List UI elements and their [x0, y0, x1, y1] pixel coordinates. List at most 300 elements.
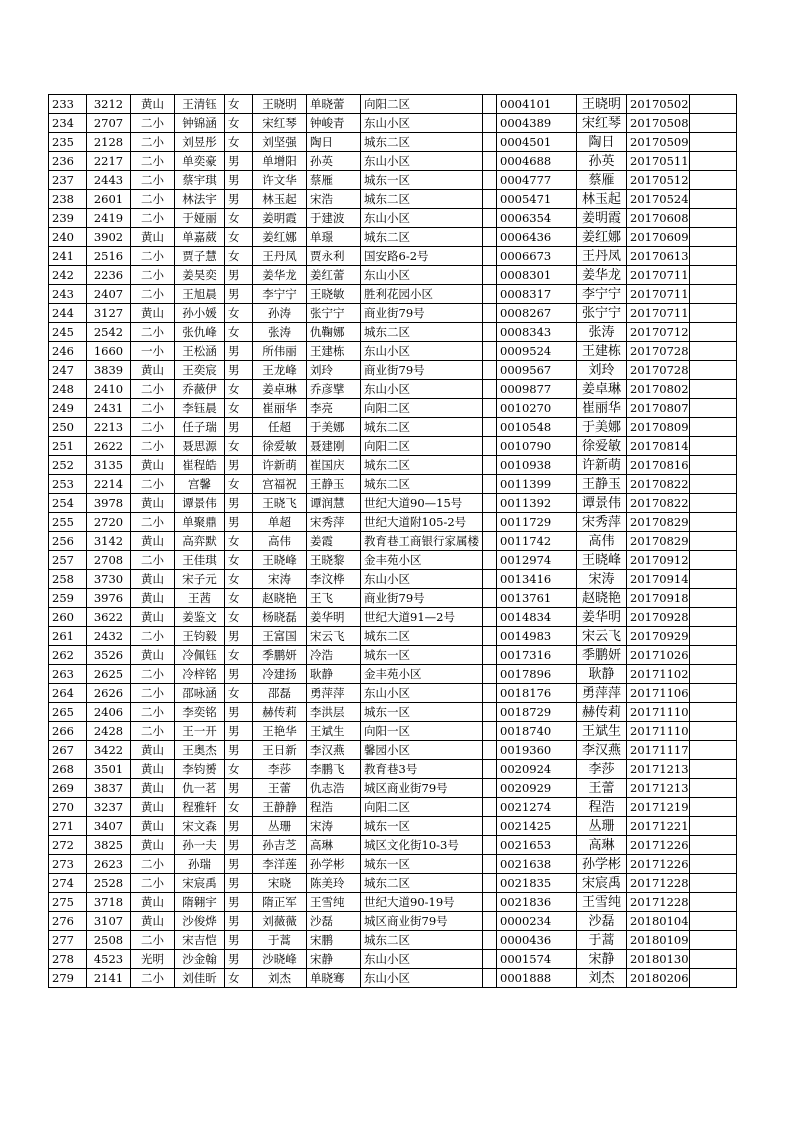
student-name-cell: 于娅丽	[175, 209, 225, 228]
student-name-cell: 孙一夫	[175, 836, 225, 855]
parent-two-cell: 王飞	[307, 589, 361, 608]
row-number-cell: 245	[49, 323, 87, 342]
spacer-cell	[483, 247, 497, 266]
parent-two-cell: 陶日	[307, 133, 361, 152]
parent-one-cell: 宋晓	[253, 874, 307, 893]
issue-date-cell: 20170829	[627, 532, 690, 551]
parent-one-cell: 王丹凤	[253, 247, 307, 266]
student-name-cell: 单嘉葳	[175, 228, 225, 247]
card-number-cell: 0013416	[497, 570, 577, 589]
table-row	[49, 931, 737, 950]
row-number-cell: 248	[49, 380, 87, 399]
table-row	[49, 95, 737, 114]
school-cell: 二小	[131, 513, 175, 532]
card-number-cell: 0020929	[497, 779, 577, 798]
extra-cell	[689, 570, 736, 589]
card-number-cell: 0014834	[497, 608, 577, 627]
school-cell: 二小	[131, 855, 175, 874]
card-number-cell: 0010938	[497, 456, 577, 475]
spacer-cell	[483, 703, 497, 722]
student-id-cell: 3526	[87, 646, 131, 665]
extra-cell	[689, 494, 736, 513]
row-number-cell: 278	[49, 950, 87, 969]
issue-date-cell: 20170613	[627, 247, 690, 266]
extra-cell	[689, 893, 736, 912]
parent-two-cell: 耿静	[307, 665, 361, 684]
address-cell: 东山小区	[361, 266, 483, 285]
parent-one-cell: 高伟	[253, 532, 307, 551]
student-id-cell: 3730	[87, 570, 131, 589]
parent-one-cell: 王静静	[253, 798, 307, 817]
table-row	[49, 323, 737, 342]
card-number-cell: 0005471	[497, 190, 577, 209]
address-cell: 城东二区	[361, 627, 483, 646]
card-number-cell: 0018729	[497, 703, 577, 722]
extra-cell	[689, 589, 736, 608]
table-row	[49, 152, 737, 171]
gender-cell: 男	[225, 171, 253, 190]
issue-date-cell: 20170711	[627, 304, 690, 323]
table-row	[49, 551, 737, 570]
extra-cell	[689, 969, 736, 988]
issue-date-cell: 20170807	[627, 399, 690, 418]
school-cell: 二小	[131, 266, 175, 285]
student-id-cell: 3212	[87, 95, 131, 114]
row-number-cell: 256	[49, 532, 87, 551]
spacer-cell	[483, 437, 497, 456]
row-number-cell: 258	[49, 570, 87, 589]
school-cell: 黄山	[131, 779, 175, 798]
gender-cell: 男	[225, 950, 253, 969]
school-cell: 黄山	[131, 494, 175, 513]
card-holder-cell: 王斌生	[577, 722, 627, 741]
extra-cell	[689, 684, 736, 703]
card-number-cell: 0001574	[497, 950, 577, 969]
address-cell: 商业街79号	[361, 304, 483, 323]
parent-two-cell: 单晓蕾	[307, 95, 361, 114]
student-id-cell: 2432	[87, 627, 131, 646]
school-cell: 黄山	[131, 532, 175, 551]
gender-cell: 女	[225, 969, 253, 988]
student-name-cell: 王一开	[175, 722, 225, 741]
row-number-cell: 269	[49, 779, 87, 798]
school-cell: 二小	[131, 209, 175, 228]
address-cell: 商业街79号	[361, 361, 483, 380]
school-cell: 黄山	[131, 589, 175, 608]
card-holder-cell: 程浩	[577, 798, 627, 817]
student-name-cell: 贾子慧	[175, 247, 225, 266]
extra-cell	[689, 304, 736, 323]
card-number-cell: 0013761	[497, 589, 577, 608]
parent-one-cell: 王晓明	[253, 95, 307, 114]
gender-cell: 女	[225, 760, 253, 779]
parent-two-cell: 勇萍萍	[307, 684, 361, 703]
table-row	[49, 266, 737, 285]
student-name-cell: 程雅轩	[175, 798, 225, 817]
spacer-cell	[483, 779, 497, 798]
address-cell: 城东二区	[361, 323, 483, 342]
parent-two-cell: 宋静	[307, 950, 361, 969]
student-name-cell: 沙金翰	[175, 950, 225, 969]
school-cell: 光明	[131, 950, 175, 969]
parent-two-cell: 王静玉	[307, 475, 361, 494]
gender-cell: 男	[225, 190, 253, 209]
address-cell: 城东二区	[361, 418, 483, 437]
student-id-cell: 2431	[87, 399, 131, 418]
parent-one-cell: 李洋莲	[253, 855, 307, 874]
parent-two-cell: 蔡雁	[307, 171, 361, 190]
table-row	[49, 665, 737, 684]
address-cell: 东山小区	[361, 209, 483, 228]
card-number-cell: 0006673	[497, 247, 577, 266]
parent-two-cell: 宋秀萍	[307, 513, 361, 532]
card-holder-cell: 姜华龙	[577, 266, 627, 285]
student-id-cell: 2707	[87, 114, 131, 133]
address-cell: 城东一区	[361, 171, 483, 190]
extra-cell	[689, 722, 736, 741]
school-cell: 二小	[131, 551, 175, 570]
card-holder-cell: 季鹏妍	[577, 646, 627, 665]
student-name-cell: 王奕宸	[175, 361, 225, 380]
parent-two-cell: 于美娜	[307, 418, 361, 437]
parent-two-cell: 崔国庆	[307, 456, 361, 475]
school-cell: 黄山	[131, 304, 175, 323]
gender-cell: 男	[225, 418, 253, 437]
card-holder-cell: 赫传莉	[577, 703, 627, 722]
card-holder-cell: 王丹凤	[577, 247, 627, 266]
gender-cell: 男	[225, 285, 253, 304]
gender-cell: 女	[225, 551, 253, 570]
parent-one-cell: 许文华	[253, 171, 307, 190]
school-cell: 黄山	[131, 646, 175, 665]
extra-cell	[689, 475, 736, 494]
parent-two-cell: 王晓敏	[307, 285, 361, 304]
issue-date-cell: 20170524	[627, 190, 690, 209]
card-holder-cell: 姜卓琳	[577, 380, 627, 399]
row-number-cell: 244	[49, 304, 87, 323]
address-cell: 城东一区	[361, 855, 483, 874]
row-number-cell: 277	[49, 931, 87, 950]
school-cell: 黄山	[131, 817, 175, 836]
row-number-cell: 275	[49, 893, 87, 912]
spacer-cell	[483, 475, 497, 494]
extra-cell	[689, 760, 736, 779]
card-holder-cell: 高伟	[577, 532, 627, 551]
address-cell: 世纪大道附105-2号	[361, 513, 483, 532]
gender-cell: 女	[225, 95, 253, 114]
card-holder-cell: 于美娜	[577, 418, 627, 437]
extra-cell	[689, 703, 736, 722]
parent-one-cell: 季鹏妍	[253, 646, 307, 665]
parent-two-cell: 王晓黎	[307, 551, 361, 570]
student-id-cell: 3839	[87, 361, 131, 380]
card-holder-cell: 耿静	[577, 665, 627, 684]
gender-cell: 女	[225, 798, 253, 817]
card-number-cell: 0008317	[497, 285, 577, 304]
address-cell: 东山小区	[361, 380, 483, 399]
parent-two-cell: 李洪层	[307, 703, 361, 722]
issue-date-cell: 20170508	[627, 114, 690, 133]
issue-date-cell: 20180109	[627, 931, 690, 950]
card-number-cell: 0010790	[497, 437, 577, 456]
issue-date-cell: 20170711	[627, 266, 690, 285]
extra-cell	[689, 323, 736, 342]
address-cell: 国安路6-2号	[361, 247, 483, 266]
school-cell: 二小	[131, 475, 175, 494]
address-cell: 向阳二区	[361, 437, 483, 456]
parent-two-cell: 高琳	[307, 836, 361, 855]
address-cell: 胜利花园小区	[361, 285, 483, 304]
student-name-cell: 王清钰	[175, 95, 225, 114]
parent-one-cell: 王日新	[253, 741, 307, 760]
student-id-cell: 2625	[87, 665, 131, 684]
school-cell: 二小	[131, 874, 175, 893]
issue-date-cell: 20171213	[627, 779, 690, 798]
student-name-cell: 王旭晨	[175, 285, 225, 304]
school-cell: 二小	[131, 969, 175, 988]
school-cell: 二小	[131, 133, 175, 152]
school-cell: 二小	[131, 418, 175, 437]
card-holder-cell: 王雪纯	[577, 893, 627, 912]
student-name-cell: 王茜	[175, 589, 225, 608]
spacer-cell	[483, 513, 497, 532]
issue-date-cell: 20170608	[627, 209, 690, 228]
parent-two-cell: 李汶桦	[307, 570, 361, 589]
parent-two-cell: 李亮	[307, 399, 361, 418]
spacer-cell	[483, 228, 497, 247]
gender-cell: 男	[225, 703, 253, 722]
spacer-cell	[483, 532, 497, 551]
issue-date-cell: 20170829	[627, 513, 690, 532]
parent-two-cell: 李汉燕	[307, 741, 361, 760]
extra-cell	[689, 874, 736, 893]
issue-date-cell: 20170918	[627, 589, 690, 608]
table-row	[49, 399, 737, 418]
extra-cell	[689, 817, 736, 836]
spacer-cell	[483, 304, 497, 323]
gender-cell: 男	[225, 912, 253, 931]
row-number-cell: 249	[49, 399, 87, 418]
parent-two-cell: 贾永利	[307, 247, 361, 266]
row-number-cell: 260	[49, 608, 87, 627]
student-id-cell: 2708	[87, 551, 131, 570]
student-name-cell: 崔程皓	[175, 456, 225, 475]
table-row	[49, 380, 737, 399]
card-holder-cell: 宋涛	[577, 570, 627, 589]
student-id-cell: 3127	[87, 304, 131, 323]
card-holder-cell: 丛珊	[577, 817, 627, 836]
spacer-cell	[483, 190, 497, 209]
card-holder-cell: 林玉起	[577, 190, 627, 209]
student-id-cell: 4523	[87, 950, 131, 969]
spacer-cell	[483, 323, 497, 342]
address-cell: 东山小区	[361, 114, 483, 133]
row-number-cell: 255	[49, 513, 87, 532]
spacer-cell	[483, 570, 497, 589]
row-number-cell: 234	[49, 114, 87, 133]
parent-one-cell: 单超	[253, 513, 307, 532]
spacer-cell	[483, 608, 497, 627]
school-cell: 一小	[131, 342, 175, 361]
school-cell: 二小	[131, 323, 175, 342]
student-name-cell: 李奕铭	[175, 703, 225, 722]
student-id-cell: 2623	[87, 855, 131, 874]
spacer-cell	[483, 418, 497, 437]
card-number-cell: 0021653	[497, 836, 577, 855]
student-id-cell: 2508	[87, 931, 131, 950]
address-cell: 金丰苑小区	[361, 665, 483, 684]
student-name-cell: 刘昱彤	[175, 133, 225, 152]
table-row	[49, 532, 737, 551]
issue-date-cell: 20170728	[627, 342, 690, 361]
card-holder-cell: 谭景伟	[577, 494, 627, 513]
row-number-cell: 270	[49, 798, 87, 817]
parent-one-cell: 刘坚强	[253, 133, 307, 152]
issue-date-cell: 20170822	[627, 475, 690, 494]
row-number-cell: 237	[49, 171, 87, 190]
card-number-cell: 0004777	[497, 171, 577, 190]
school-cell: 二小	[131, 684, 175, 703]
parent-one-cell: 李宁宁	[253, 285, 307, 304]
extra-cell	[689, 532, 736, 551]
student-name-cell: 张仇峰	[175, 323, 225, 342]
row-number-cell: 239	[49, 209, 87, 228]
school-cell: 二小	[131, 114, 175, 133]
spacer-cell	[483, 551, 497, 570]
card-number-cell: 0021836	[497, 893, 577, 912]
parent-two-cell: 孙英	[307, 152, 361, 171]
card-holder-cell: 刘玲	[577, 361, 627, 380]
school-cell: 二小	[131, 665, 175, 684]
student-id-cell: 2601	[87, 190, 131, 209]
card-holder-cell: 徐爱敏	[577, 437, 627, 456]
student-id-cell: 2419	[87, 209, 131, 228]
table-row	[49, 684, 737, 703]
extra-cell	[689, 171, 736, 190]
card-holder-cell: 李宁宁	[577, 285, 627, 304]
gender-cell: 男	[225, 722, 253, 741]
gender-cell: 女	[225, 437, 253, 456]
card-holder-cell: 王晓峰	[577, 551, 627, 570]
parent-two-cell: 刘玲	[307, 361, 361, 380]
gender-cell: 男	[225, 817, 253, 836]
row-number-cell: 250	[49, 418, 87, 437]
card-number-cell: 0004688	[497, 152, 577, 171]
address-cell: 世纪大道91—2号	[361, 608, 483, 627]
extra-cell	[689, 361, 736, 380]
card-number-cell: 0021638	[497, 855, 577, 874]
parent-two-cell: 姜红蕾	[307, 266, 361, 285]
parent-one-cell: 王富国	[253, 627, 307, 646]
table-row	[49, 228, 737, 247]
table-row	[49, 950, 737, 969]
parent-one-cell: 王蕾	[253, 779, 307, 798]
parent-one-cell: 王晓峰	[253, 551, 307, 570]
card-number-cell: 0004101	[497, 95, 577, 114]
parent-one-cell: 杨晓磊	[253, 608, 307, 627]
row-number-cell: 235	[49, 133, 87, 152]
issue-date-cell: 20170609	[627, 228, 690, 247]
parent-two-cell: 姜华明	[307, 608, 361, 627]
student-id-cell: 3142	[87, 532, 131, 551]
extra-cell	[689, 855, 736, 874]
row-number-cell: 254	[49, 494, 87, 513]
parent-one-cell: 孙吉芝	[253, 836, 307, 855]
address-cell: 城东二区	[361, 190, 483, 209]
extra-cell	[689, 456, 736, 475]
table-row	[49, 133, 737, 152]
gender-cell: 男	[225, 855, 253, 874]
spacer-cell	[483, 152, 497, 171]
address-cell: 东山小区	[361, 950, 483, 969]
parent-two-cell: 乔彦擘	[307, 380, 361, 399]
table-row	[49, 494, 737, 513]
table-row	[49, 456, 737, 475]
address-cell: 城东二区	[361, 228, 483, 247]
issue-date-cell: 20171102	[627, 665, 690, 684]
parent-one-cell: 孙涛	[253, 304, 307, 323]
student-name-cell: 乔薇伊	[175, 380, 225, 399]
address-cell: 城东一区	[361, 817, 483, 836]
issue-date-cell: 20170509	[627, 133, 690, 152]
issue-date-cell: 20171110	[627, 722, 690, 741]
address-cell: 城东二区	[361, 931, 483, 950]
parent-two-cell: 宋云飞	[307, 627, 361, 646]
parent-two-cell: 单璟	[307, 228, 361, 247]
student-name-cell: 李钰晨	[175, 399, 225, 418]
issue-date-cell: 20171026	[627, 646, 690, 665]
address-cell: 馨园小区	[361, 741, 483, 760]
row-number-cell: 274	[49, 874, 87, 893]
student-id-cell: 2410	[87, 380, 131, 399]
extra-cell	[689, 646, 736, 665]
parent-two-cell: 程浩	[307, 798, 361, 817]
card-number-cell: 0004389	[497, 114, 577, 133]
table-body	[49, 95, 737, 988]
gender-cell: 女	[225, 475, 253, 494]
issue-date-cell: 20171221	[627, 817, 690, 836]
gender-cell: 男	[225, 893, 253, 912]
card-holder-cell: 赵晓艳	[577, 589, 627, 608]
student-id-cell: 2720	[87, 513, 131, 532]
spacer-cell	[483, 627, 497, 646]
parent-two-cell: 陈美玲	[307, 874, 361, 893]
parent-one-cell: 赫传莉	[253, 703, 307, 722]
gender-cell: 女	[225, 304, 253, 323]
student-name-cell: 王奥杰	[175, 741, 225, 760]
gender-cell: 女	[225, 247, 253, 266]
student-id-cell: 3407	[87, 817, 131, 836]
gender-cell: 女	[225, 608, 253, 627]
student-id-cell: 2406	[87, 703, 131, 722]
issue-date-cell: 20170914	[627, 570, 690, 589]
gender-cell: 男	[225, 779, 253, 798]
gender-cell: 女	[225, 589, 253, 608]
extra-cell	[689, 266, 736, 285]
parent-one-cell: 赵晓艳	[253, 589, 307, 608]
address-cell: 东山小区	[361, 684, 483, 703]
student-name-cell: 孙瑞	[175, 855, 225, 874]
issue-date-cell: 20171213	[627, 760, 690, 779]
address-cell: 城区商业街79号	[361, 912, 483, 931]
student-name-cell: 李钧赟	[175, 760, 225, 779]
parent-one-cell: 所伟丽	[253, 342, 307, 361]
issue-date-cell: 20171226	[627, 855, 690, 874]
parent-two-cell: 沙磊	[307, 912, 361, 931]
card-holder-cell: 姜明霞	[577, 209, 627, 228]
row-number-cell: 268	[49, 760, 87, 779]
card-holder-cell: 宋宸禹	[577, 874, 627, 893]
